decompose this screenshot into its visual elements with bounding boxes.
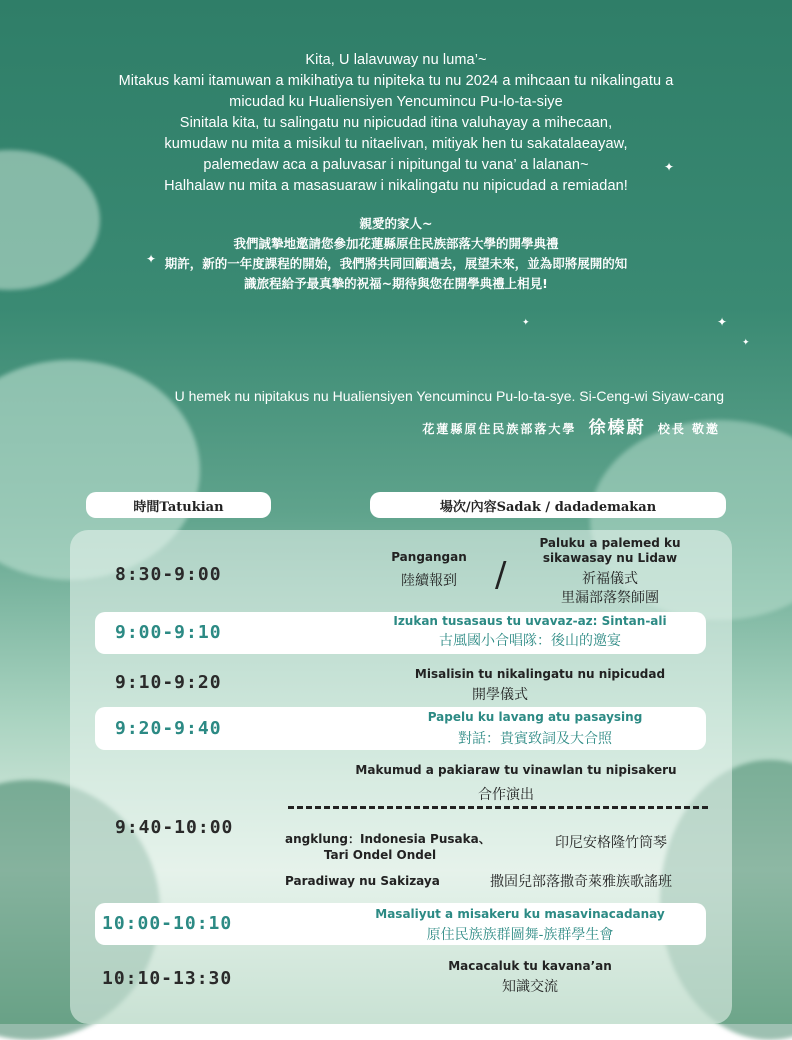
intro-line: Mitakus kami itamuwan a mikihatiya tu nipiteka tu nu 2024 a mihcaan tu nikalingatu a [118, 73, 674, 89]
event-zh: 知識交流 [502, 979, 558, 995]
intro-zh-line: 親愛的家人~ [359, 216, 433, 231]
event-zh: 原住民族族群圖舞-族群學生會 [426, 927, 614, 943]
event-zh: 對話：貴賓致詞及大合照 [458, 731, 612, 747]
signature-name: 徐榛蔚 [588, 418, 646, 438]
time-slot: 10:00-10:10 [102, 913, 233, 934]
star-icon: ✦ [717, 315, 728, 329]
star-icon: ✦ [742, 338, 750, 348]
event-zh: 開學儀式 [472, 687, 528, 703]
intro-zh-line: 識旅程給予最真摯的祝福~期待與您在開學典禮上相見! [244, 276, 548, 291]
event-zh: 里漏部落祭師團 [561, 590, 659, 606]
intro-zh-line: 我們誠摯地邀請您參加花蓮縣原住民族部落大學的開學典禮 [233, 236, 559, 251]
intro-line: kumudaw nu mita a misikul tu nitaelivan, mitiyak hen tu sakatalaeayaw, [164, 136, 628, 152]
dashed-divider [288, 806, 708, 809]
event-ami: Pangangan [391, 550, 467, 564]
signature-ami: U hemek nu nipitakus nu Hualiensiyen Yencumincu Pu-lo-ta-sye. Si-Ceng-wi Siyaw-cang [174, 388, 724, 404]
star-icon: ✦ [146, 252, 157, 266]
event-ami: angklung：Indonesia Pusaka、 [285, 832, 491, 846]
time-slot: 10:10-13:30 [102, 968, 233, 989]
event-ami: Macacaluk tu kavana’an [448, 959, 612, 973]
time-header: 時間Tatukian [86, 492, 271, 518]
event-zh: 印尼安格隆竹筒琴 [555, 835, 667, 851]
intro-line: Kita, U lalavuway nu luma’~ [305, 52, 487, 68]
event-zh: 陸續報到 [401, 573, 457, 589]
event-ami: Masaliyut a misakeru ku masavinacadanay [375, 907, 665, 921]
event-ami: Misalisin tu nikalingatu nu nipicudad [414, 667, 666, 681]
signature-org: 花蓮縣原住民族部落大學 [422, 422, 577, 436]
invitation-intro-zh [60, 214, 732, 294]
event-zh: 祈福儀式 [582, 571, 638, 587]
signature-zh [422, 413, 720, 438]
star-icon: ✦ [522, 318, 530, 328]
event-ami: Makumud a pakiaraw tu vinawlan tu nipisakeru [355, 763, 677, 777]
event-ami: Paradiway nu Sakizaya [285, 874, 440, 888]
time-slot: 9:00-9:10 [115, 622, 222, 643]
separator-slash: / [495, 555, 507, 595]
event-zh: 撒固兒部落撒奇萊雅族歌謠班 [490, 874, 672, 890]
time-slot: 8:30-9:00 [115, 564, 222, 585]
event-zh: 古風國小合唱隊：後山的邀宴 [439, 633, 621, 649]
event-ami: Papelu ku lavang atu pasaysing [427, 710, 643, 724]
star-icon: ✦ [664, 160, 675, 174]
time-slot: 9:40-10:00 [115, 817, 234, 838]
signature-title: 校長 敬邀 [657, 422, 720, 436]
intro-line: palemedaw aca a paluvasar i nipitungal tu vana’ a lalanan~ [203, 157, 589, 173]
time-slot: 9:20-9:40 [115, 718, 222, 739]
content-header: 場次/內容Sadak / dadademakan [370, 492, 726, 518]
intro-zh-line: 期許，新的一年度課程的開始，我們將共同回顧過去，展望未來，並為即將展開的知 [164, 256, 628, 271]
event-ami: Paluku a palemed ku [539, 536, 681, 550]
invitation-intro [60, 50, 732, 197]
intro-line: micudad ku Hualiensiyen Yencumincu Pu-lo-ta-siye [229, 94, 563, 110]
intro-line: Sinitala kita, tu salingatu nu nipicudad itina valuhayay a mihecaan, [179, 115, 613, 131]
intro-line: Halhalaw nu mita a masasuaraw i nikalingatu nu nipicudad a remiadan! [164, 178, 628, 194]
event-zh: 合作演出 [478, 787, 534, 803]
event-ami: Izukan tusasaus tu uvavaz-az: Sintan-ali [393, 614, 667, 628]
time-slot: 9:10-9:20 [115, 672, 222, 693]
event-ami: Tari Ondel Ondel [323, 848, 437, 862]
event-ami: sikawasay nu Lidaw [542, 551, 678, 565]
